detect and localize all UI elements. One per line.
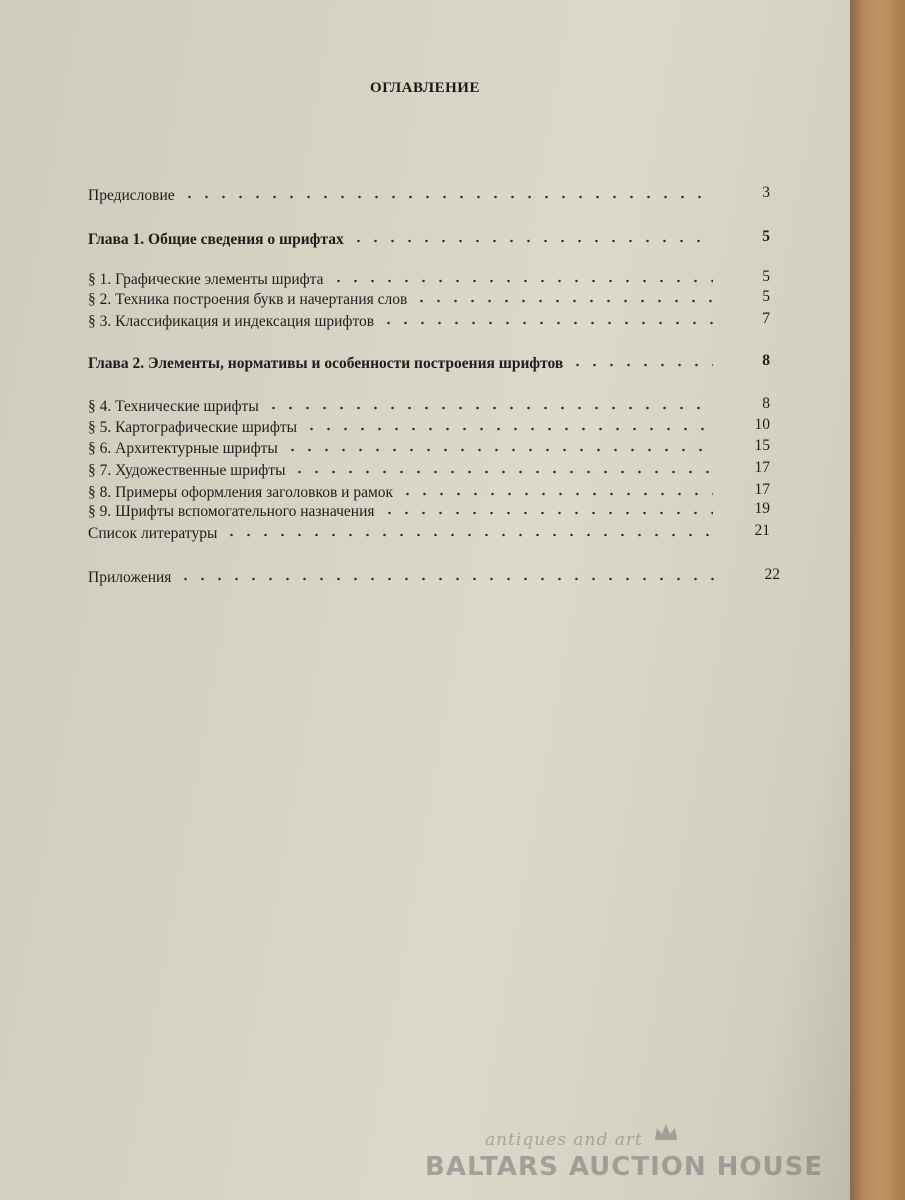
toc-entry-page: 8 <box>762 395 770 412</box>
toc-entry-label: Приложения <box>88 568 172 586</box>
toc-entry-page: 5 <box>762 288 770 305</box>
toc-entry <box>88 481 770 502</box>
toc-entry-label: § 2. Техника построения букв и начертания слов <box>88 290 408 308</box>
toc-entry-page: 21 <box>754 522 770 539</box>
toc-entry-page: 22 <box>764 566 780 583</box>
toc-entry-label: § 1. Графические элементы шрифта <box>88 270 324 288</box>
toc-entry <box>88 437 770 458</box>
toc-chapter <box>88 352 770 373</box>
toc-entry-page: 17 <box>754 481 770 498</box>
dot-leader <box>181 184 713 200</box>
toc-entry <box>88 268 770 289</box>
toc-entry <box>88 416 770 437</box>
toc-entry-page: 5 <box>762 228 770 245</box>
dot-leader <box>569 352 713 368</box>
toc-entry <box>88 459 770 480</box>
crown-icon <box>653 1122 679 1142</box>
toc-entry-label: Предисловие <box>88 186 175 204</box>
dot-leader <box>223 522 713 538</box>
dot-leader <box>330 268 714 284</box>
toc-entry-page: 5 <box>762 268 770 285</box>
toc-entry-page: 10 <box>754 416 770 433</box>
dot-leader <box>177 566 723 582</box>
toc-entry-label: § 6. Архитектурные шрифты <box>88 439 278 457</box>
toc-entry <box>88 566 780 587</box>
toc-entry-label: § 8. Примеры оформления заголовков и рамок <box>88 483 394 501</box>
toc-entry-page: 8 <box>762 352 770 369</box>
dot-leader <box>380 310 713 326</box>
dot-leader <box>291 459 713 475</box>
toc-chapter <box>88 228 770 249</box>
toc-entry-label: Глава 2. Элементы, нормативы и особенности построения шрифтов <box>88 354 564 372</box>
dot-leader <box>303 416 713 432</box>
book-cover-edge <box>850 0 905 1200</box>
page-title: ОГЛАВЛЕНИЕ <box>370 80 480 96</box>
toc-entry-page: 15 <box>754 437 770 454</box>
toc-entry <box>88 395 770 416</box>
toc-entry-label: § 7. Художественные шрифты <box>88 461 286 479</box>
toc-entry-label: § 5. Картографические шрифты <box>88 418 298 436</box>
toc-entry <box>88 184 770 205</box>
dot-leader <box>350 228 713 244</box>
toc-entry <box>88 522 770 543</box>
toc-entry-page: 7 <box>762 310 770 327</box>
toc-entry <box>88 310 770 331</box>
dot-leader <box>381 500 713 516</box>
dot-leader <box>265 395 713 411</box>
toc-entry-page: 3 <box>762 184 770 201</box>
toc-entry <box>88 288 770 309</box>
toc-entry-label: § 4. Технические шрифты <box>88 397 259 415</box>
toc-entry-label: § 3. Классификация и индексация шрифтов <box>88 312 375 330</box>
auction-house-watermark <box>425 1130 825 1190</box>
dot-leader <box>284 437 713 453</box>
toc-entry-label: Глава 1. Общие сведения о шрифтах <box>88 230 344 248</box>
toc-entry-label: § 9. Шрифты вспомогательного назначения <box>88 502 375 520</box>
watermark-tagline: antiques and art <box>485 1130 643 1150</box>
dot-leader <box>413 288 713 304</box>
toc-entry-page: 17 <box>754 459 770 476</box>
dot-leader <box>399 481 713 497</box>
watermark-name: BALTARS AUCTION HOUSE <box>425 1152 824 1182</box>
toc-entry <box>88 500 770 521</box>
toc-entry-label: Список литературы <box>88 524 218 542</box>
toc-entry-page: 19 <box>754 500 770 517</box>
